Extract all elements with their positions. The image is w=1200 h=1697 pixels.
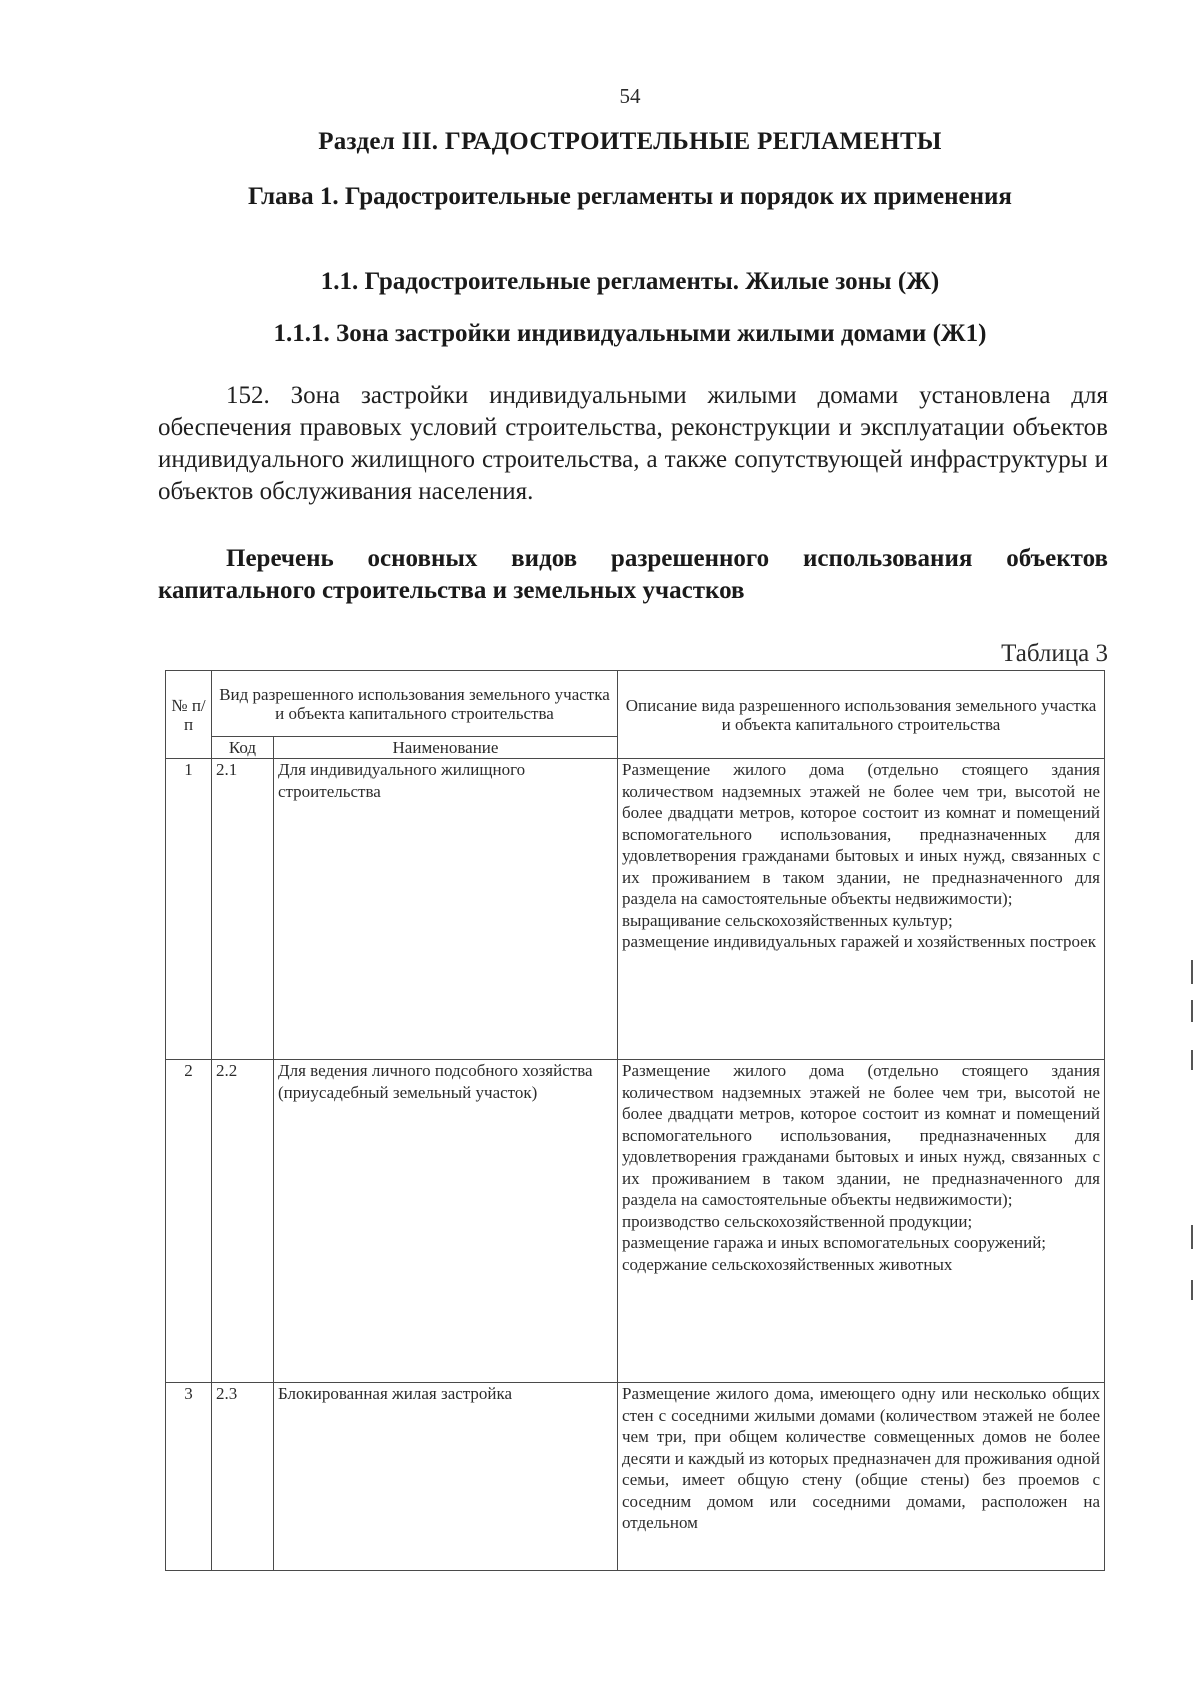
desc-line: размещение индивидуальных гаражей и хозяйственных построек: [622, 932, 1096, 951]
chapter-heading: Глава 1. Градостроительные регламенты и порядок их применения: [248, 183, 1012, 210]
table-row: [166, 1060, 1105, 1383]
desc-line: содержание сельскохозяйственных животных: [622, 1254, 953, 1274]
row-num: 2: [166, 1060, 212, 1383]
subsection-heading: 1.1. Градостроительные регламенты. Жилые зоны (Ж): [320, 268, 940, 295]
row-num: 3: [166, 1383, 212, 1571]
header-name: Наименование: [274, 737, 618, 759]
table-row: [166, 1383, 1105, 1571]
desc-line: выращивание сельскохозяйственных культур;: [622, 910, 953, 930]
table-row: [166, 759, 1105, 1060]
zone-heading: 1.1.1. Зона застройки индивидуальными жилыми домами (Ж1): [273, 320, 987, 347]
desc-line: Размещение жилого дома (отдельно стоящего здания количеством надземных этажей не более чем три, высотой не более двадцати метров, которое состоит из комнат и помещений вспомогательного использования, предназначенных для удовлетворения гражданами бытовых и иных нужд, связанных с их проживанием в таком здании, не предназначенного для раздела на самостоятельные объекты недвижимости);: [622, 1061, 1100, 1209]
page-number: 54: [619, 84, 641, 108]
list-title: Перечень основных видов разрешенного использования объектов капитального строительства и земельных участков: [158, 545, 1108, 604]
row-code: 2.2: [212, 1060, 274, 1383]
row-num: 1: [166, 759, 212, 1060]
scan-artifact: [1191, 960, 1193, 984]
header-num: № п/п: [166, 671, 212, 759]
desc-line: размещение гаража и иных вспомогательных сооружений;: [622, 1233, 1047, 1252]
header-desc: Описание вида разрешенного использования земельного участка и объекта капитального строительства: [618, 671, 1105, 759]
scan-artifact: [1191, 1280, 1193, 1300]
table-caption: Таблица 3: [1001, 640, 1108, 667]
desc-line: производство сельскохозяйственной продукции;: [622, 1211, 973, 1231]
row-desc: [618, 1383, 1105, 1571]
row-desc: [618, 1060, 1105, 1383]
row-name: Для ведения личного подсобного хозяйства (приусадебный земельный участок): [274, 1060, 618, 1383]
desc-line: Размещение жилого дома, имеющего одну или несколько общих стен с соседними жилыми домами (количеством этажей не более чем три, при общем количестве совмещенных домов не более десяти и каждый из которых предназначен для проживания одной семьи, имеет общую стену (общие стены) без проемов с соседним домом или соседними домами, расположен на отдельном: [622, 1384, 1100, 1532]
scan-artifact: [1191, 1050, 1193, 1070]
scan-artifact: [1191, 1000, 1193, 1022]
row-name: Для индивидуального жилищного строительства: [274, 759, 618, 1060]
body-paragraph: 152. Зона застройки индивидуальными жилыми домами установлена для обеспечения правовых условий строительства, реконструкции и эксплуатации объектов индивидуального жилищного строительства, а также сопутствующей инфраструктуры и объектов обслуживания населения.: [158, 382, 1108, 505]
header-code: Код: [212, 737, 274, 759]
scan-artifact: [1191, 1225, 1193, 1249]
permitted-use-table: [165, 670, 1105, 1571]
row-code: 2.1: [212, 759, 274, 1060]
row-desc: [618, 759, 1105, 1060]
row-code: 2.3: [212, 1383, 274, 1571]
section-heading: Раздел III. ГРАДОСТРОИТЕЛЬНЫЕ РЕГЛАМЕНТЫ: [318, 128, 942, 155]
desc-line: Размещение жилого дома (отдельно стоящего здания количеством надземных этажей не более чем три, высотой не более двадцати метров, которое состоит из комнат и помещений вспомогательного использования, предназначенных для удовлетворения гражданами бытовых и иных нужд, связанных с их проживанием в таком здании, не предназначенного для раздела на самостоятельные объекты недвижимости);: [622, 760, 1100, 908]
row-name: Блокированная жилая застройка: [274, 1383, 618, 1571]
header-kind: Вид разрешенного использования земельного участка и объекта капитального строительства: [212, 671, 618, 737]
